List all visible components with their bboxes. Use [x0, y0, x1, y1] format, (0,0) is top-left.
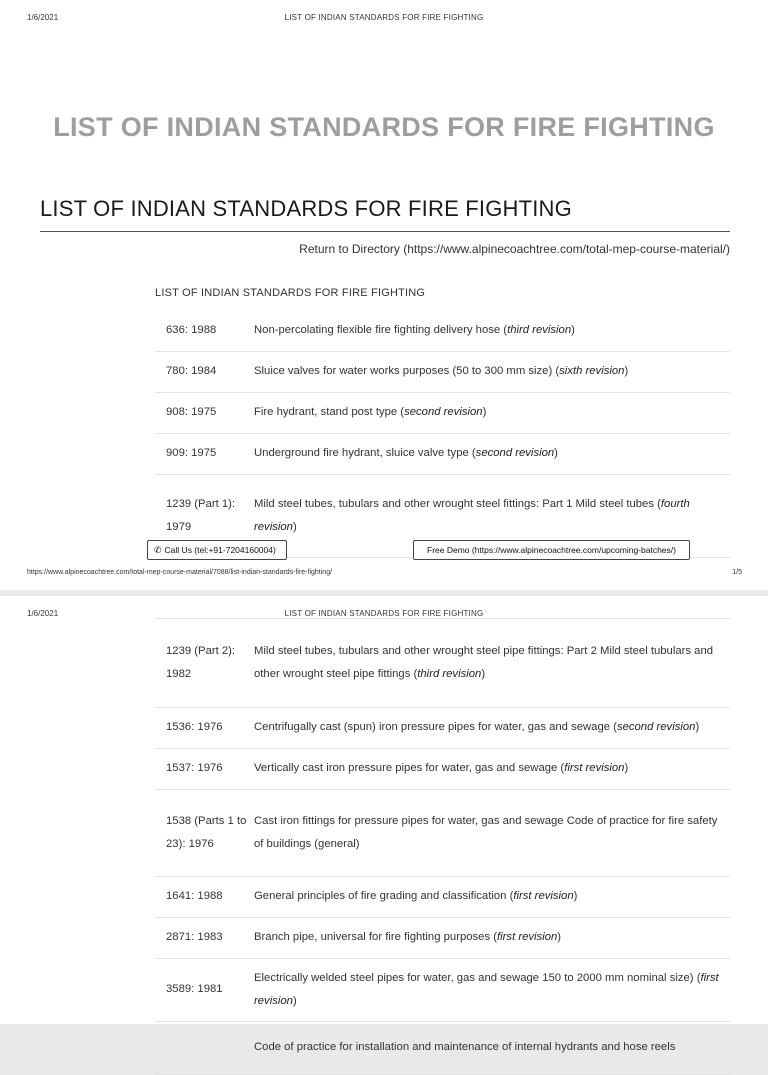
- table-row: [155, 749, 730, 790]
- table-row: [155, 619, 730, 708]
- standard-description: Code of practice for installation and maintenance of internal hydrants and hose reels: [253, 1022, 730, 1075]
- standard-description: Fire hydrant, stand post type (second revision): [253, 393, 730, 434]
- standard-description: Centrifugally cast (spun) iron pressure pipes for water, gas and sewage (second revision): [253, 708, 730, 749]
- table-row: [155, 708, 730, 749]
- standard-code: 1538 (Parts 1 to 23): 1976: [155, 790, 253, 877]
- standard-description: Cast iron fittings for pressure pipes for water, gas and sewage Code of practice for fire safety of buildings (general): [253, 790, 730, 877]
- free-demo-label: Free Demo (https://www.alpinecoachtree.com/upcoming-batches/): [427, 545, 676, 555]
- standard-code: 636: 1988: [155, 311, 253, 352]
- table-row: [155, 1022, 730, 1075]
- table-row: [155, 393, 730, 434]
- table-row: [155, 959, 730, 1022]
- print-date: 1/6/2021: [27, 13, 59, 22]
- standard-code: 908: 1975: [155, 393, 253, 434]
- standard-code: 1537: 1976: [155, 749, 253, 790]
- print-header-title: LIST OF INDIAN STANDARDS FOR FIRE FIGHTING: [284, 13, 484, 22]
- print-date: 1/6/2021: [27, 609, 59, 618]
- title-divider: [40, 231, 730, 232]
- print-header: [0, 13, 768, 25]
- standard-description: Vertically cast iron pressure pipes for water, gas and sewage (first revision): [253, 749, 730, 790]
- free-demo-button[interactable]: [413, 540, 690, 560]
- standard-description: Underground fire hydrant, sluice valve type (second revision): [253, 434, 730, 475]
- standard-code: 1239 (Part 1): 1979: [155, 475, 253, 558]
- standard-code: 1536: 1976: [155, 708, 253, 749]
- standard-description: Non-percolating flexible fire fighting delivery hose (third revision): [253, 311, 730, 352]
- print-page-number: 1/5: [732, 569, 742, 576]
- standard-description: Mild steel tubes, tubulars and other wrought steel fittings: Part 1 Mild steel tubes (fourth revision): [253, 475, 730, 558]
- standard-code: [155, 1022, 253, 1075]
- table-row: [155, 918, 730, 959]
- standard-description: Sluice valves for water works purposes (50 to 300 mm size) (sixth revision): [253, 352, 730, 393]
- standards-table-page-2: [155, 618, 730, 1075]
- hero-title: LIST OF INDIAN STANDARDS FOR FIRE FIGHTING: [53, 112, 715, 142]
- page-title: LIST OF INDIAN STANDARDS FOR FIRE FIGHTING: [40, 196, 572, 221]
- call-us-label: Call Us (tel:+91-7204160004): [164, 545, 276, 555]
- standard-code: 3589: 1981: [155, 959, 253, 1022]
- table-row: [155, 311, 730, 352]
- standard-description: Mild steel tubes, tubulars and other wrought steel pipe fittings: Part 2 Mild steel tubulars and other wrought steel pipe fittings (third revision): [253, 619, 730, 708]
- standard-code: 780: 1984: [155, 352, 253, 393]
- table-row: [155, 434, 730, 475]
- print-footer-url: https://www.alpinecoachtree.com/total-mep-course-material/7088/list-indian-standards-fire-fighting/: [27, 569, 333, 576]
- standards-table-page-1: [155, 311, 730, 558]
- standard-code: 2871: 1983: [155, 918, 253, 959]
- call-us-button[interactable]: [147, 540, 287, 560]
- table-row: [155, 790, 730, 877]
- table-row: [155, 352, 730, 393]
- print-header-title: LIST OF INDIAN STANDARDS FOR FIRE FIGHTING: [284, 609, 484, 618]
- standard-code: 1239 (Part 2): 1982: [155, 619, 253, 708]
- standard-description: General principles of fire grading and classification (first revision): [253, 877, 730, 918]
- standard-code: 909: 1975: [155, 434, 253, 475]
- standard-code: 1641: 1988: [155, 877, 253, 918]
- print-page-2: [0, 596, 768, 1054]
- return-to-directory-link[interactable]: Return to Directory (https://www.alpinecoachtree.com/total-mep-course-material/): [299, 242, 730, 256]
- standard-description: Branch pipe, universal for fire fighting purposes (first revision): [253, 918, 730, 959]
- phone-icon: ✆: [154, 544, 162, 555]
- standard-description: Electrically welded steel pipes for water, gas and sewage 150 to 2000 mm nominal size) (first revision): [253, 959, 730, 1022]
- table-row: [155, 877, 730, 918]
- list-title: LIST OF INDIAN STANDARDS FOR FIRE FIGHTING: [155, 287, 426, 299]
